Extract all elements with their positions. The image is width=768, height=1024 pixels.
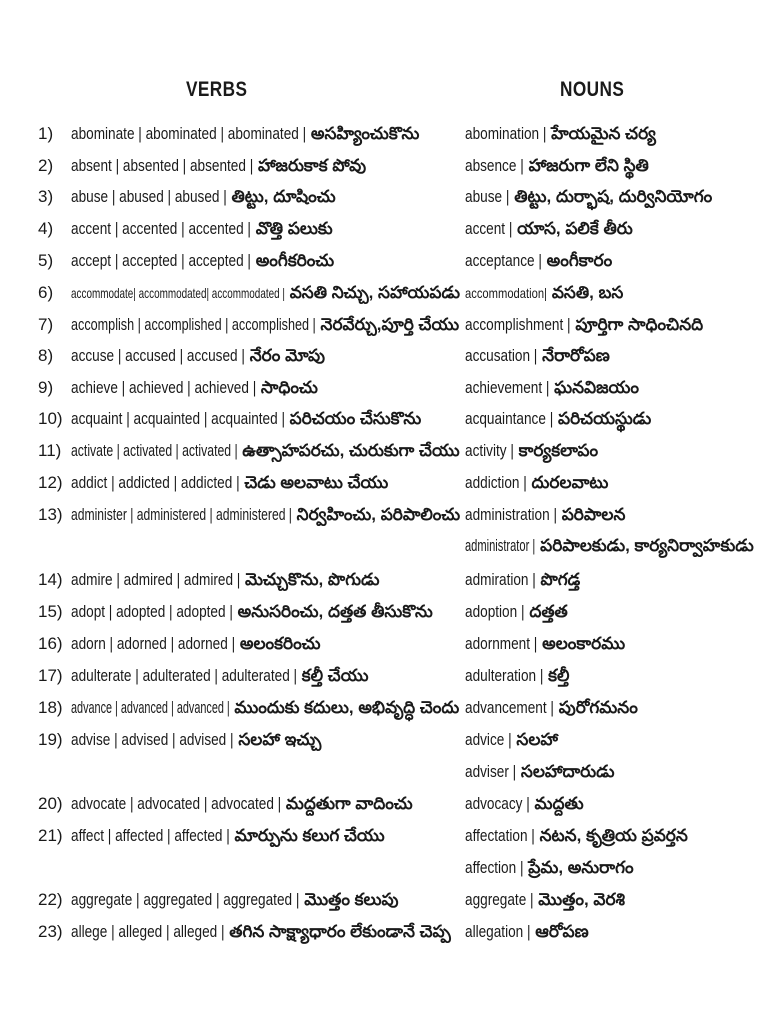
- verb-forms: allege | alleged | alleged |: [71, 922, 225, 941]
- noun-entry: [465, 724, 755, 755]
- noun-entry: [465, 692, 755, 723]
- verb-telugu-meaning: సాధించు: [260, 378, 318, 397]
- list-row: [0, 788, 768, 819]
- noun-telugu-meaning: హేయమైన చర్య: [551, 124, 656, 143]
- verb-forms: accomplish | accomplished | accomplished |: [71, 315, 316, 334]
- row-number: 8): [38, 346, 54, 365]
- verb-entry: [71, 530, 461, 561]
- verb-telugu-meaning: నిర్వహించు, పరిపాలించు: [296, 505, 461, 524]
- noun-word: acquaintance |: [465, 409, 554, 428]
- noun-telugu-meaning: పురోగమనం: [558, 698, 638, 717]
- row-number: 15): [38, 602, 63, 621]
- verb-forms: abuse | abused | abused |: [71, 187, 227, 206]
- verb-forms: accuse | accused | accused |: [71, 346, 245, 365]
- noun-telugu-meaning: కార్యకలాపం: [518, 441, 599, 460]
- noun-word: advocacy |: [465, 794, 530, 813]
- verb-telugu-meaning: నెరవేర్చు,పూర్తి చేయు: [320, 315, 460, 334]
- row-number: 4): [38, 219, 54, 238]
- noun-entry: [465, 756, 755, 787]
- noun-telugu-meaning: నటన, కృత్రియ ప్రవర్తన: [539, 826, 688, 845]
- row-number: 6): [38, 283, 54, 302]
- noun-telugu-meaning: తిట్టు, దుర్భాష, దుర్వినియోగం: [514, 187, 713, 206]
- verb-telugu-meaning: అలంకరించు: [239, 634, 321, 653]
- verb-entry: [71, 788, 461, 819]
- row-number: 19): [38, 730, 63, 749]
- list-row: [0, 181, 768, 212]
- list-row: [0, 916, 768, 947]
- verb-entry: [71, 435, 461, 466]
- noun-telugu-meaning: అలంకారము: [542, 634, 626, 653]
- verb-entry: [71, 564, 461, 595]
- row-number: 3): [38, 187, 54, 206]
- noun-telugu-meaning: వసతి, బస: [551, 283, 624, 302]
- noun-word: affection |: [465, 858, 524, 877]
- verb-telugu-meaning: తిట్టు, దూషించు: [231, 187, 336, 206]
- verb-entry: [71, 181, 461, 212]
- row-number: 20): [38, 794, 63, 813]
- noun-entry: [465, 372, 755, 403]
- list-row: [0, 499, 768, 530]
- noun-word: advice |: [465, 730, 512, 749]
- noun-word: achievement |: [465, 378, 550, 397]
- list-row: [0, 277, 768, 308]
- verb-forms: activate | activated | activated |: [71, 441, 238, 460]
- noun-entry: [465, 596, 755, 627]
- noun-entry: [465, 245, 755, 276]
- verb-forms: adulterate | adulterated | adulterated |: [71, 666, 298, 685]
- verb-forms: affect | affected | affected |: [71, 826, 230, 845]
- noun-entry: [465, 499, 755, 530]
- verb-telugu-meaning: మద్దతుగా వాదించు: [285, 794, 413, 813]
- noun-word: adviser |: [465, 762, 517, 781]
- verb-entry: [71, 372, 461, 403]
- noun-word: accomplishment |: [465, 315, 571, 334]
- list-row: [0, 213, 768, 244]
- row-number: 18): [38, 698, 63, 717]
- noun-telugu-meaning: పూర్తిగా సాధించినది: [575, 315, 704, 334]
- noun-word: adornment |: [465, 634, 538, 653]
- verb-forms: advance | advanced | advanced |: [71, 698, 230, 717]
- list-row: [0, 756, 768, 787]
- noun-entry: [465, 277, 755, 309]
- verb-telugu-meaning: మొత్తం కలుపు: [304, 890, 399, 909]
- row-number: 12): [38, 473, 63, 492]
- noun-entry: [465, 118, 755, 149]
- noun-entry: [465, 884, 755, 915]
- noun-telugu-meaning: మొత్తం, వెరశి: [538, 890, 625, 909]
- noun-entry: [465, 820, 755, 851]
- row-number: 7): [38, 315, 54, 334]
- noun-entry: [465, 403, 755, 434]
- noun-entry: [465, 309, 755, 340]
- noun-entry: [465, 150, 755, 181]
- verb-forms: aggregate | aggregated | aggregated |: [71, 890, 300, 909]
- verb-entry: [71, 692, 461, 723]
- noun-telugu-meaning: ప్రేమ, అనురాగం: [528, 858, 634, 877]
- verb-telugu-meaning: కల్తీ చేయు: [301, 666, 369, 685]
- list-row: [0, 118, 768, 149]
- list-row: [0, 435, 768, 466]
- noun-word: adulteration |: [465, 666, 544, 685]
- verbs-heading: VERBS: [186, 78, 248, 101]
- noun-entry: [465, 340, 755, 371]
- list-row: [0, 340, 768, 371]
- verb-telugu-meaning: హాజరుకాక పోవు: [257, 156, 367, 175]
- noun-entry: [465, 852, 755, 883]
- verb-entry: [71, 467, 461, 498]
- verb-telugu-meaning: సలహా ఇచ్చు: [238, 730, 322, 749]
- noun-entry: [465, 181, 755, 212]
- verb-entry: [71, 118, 461, 149]
- verb-entry: [71, 884, 461, 915]
- list-row: [0, 372, 768, 403]
- noun-word: administrator |: [465, 536, 536, 555]
- verb-forms: adorn | adorned | adorned |: [71, 634, 236, 653]
- verb-forms: admire | admired | admired |: [71, 570, 241, 589]
- list-row: [0, 150, 768, 181]
- verb-entry: [71, 852, 461, 883]
- verb-entry: [71, 499, 461, 530]
- noun-word: accusation |: [465, 346, 538, 365]
- noun-telugu-meaning: పరిపాలన: [561, 505, 626, 524]
- noun-word: advancement |: [465, 698, 554, 717]
- list-row: [0, 403, 768, 434]
- noun-telugu-meaning: పొగడ్త: [540, 570, 581, 589]
- noun-telugu-meaning: సలహా: [516, 730, 558, 749]
- verb-forms: acquaint | acquainted | acquainted |: [71, 409, 286, 428]
- noun-telugu-meaning: హాజరుగా లేని స్థితి: [528, 156, 649, 175]
- row-number: 5): [38, 251, 54, 270]
- noun-word: acceptance |: [465, 251, 542, 270]
- noun-telugu-meaning: మద్దతు: [534, 794, 584, 813]
- noun-word: abuse |: [465, 187, 510, 206]
- verb-entry: [71, 340, 461, 371]
- verb-telugu-meaning: అసహ్యించుకొను: [310, 124, 420, 143]
- noun-telugu-meaning: నేరారోపణ: [542, 346, 610, 365]
- row-number: 21): [38, 826, 63, 845]
- noun-word: adoption |: [465, 602, 525, 621]
- verb-entry: [71, 756, 461, 787]
- verb-forms: accent | accented | accented |: [71, 219, 251, 238]
- verb-forms: absent | absented | absented |: [71, 156, 254, 175]
- noun-word: accent |: [465, 219, 513, 238]
- noun-word: aggregate |: [465, 890, 534, 909]
- noun-telugu-meaning: పరిపాలకుడు, కార్యనిర్వాహకుడు: [540, 536, 754, 555]
- list-row: [0, 467, 768, 498]
- verb-entry: [71, 724, 461, 755]
- row-number: 11): [38, 441, 62, 460]
- verb-telugu-meaning: వొత్తి పలుకు: [255, 219, 333, 238]
- noun-entry: [465, 213, 755, 244]
- verb-forms: abominate | abominated | abominated |: [71, 124, 307, 143]
- noun-telugu-meaning: అంగీకారం: [546, 251, 613, 270]
- noun-telugu-meaning: పరిచయస్థుడు: [558, 409, 652, 428]
- verb-entry: [71, 596, 461, 627]
- verb-forms: advocate | advocated | advocated |: [71, 794, 282, 813]
- noun-entry: [465, 628, 755, 659]
- row-number: 1): [38, 124, 54, 143]
- list-row: [0, 852, 768, 883]
- noun-telugu-meaning: యాస, పలికే తీరు: [517, 219, 633, 238]
- list-row: [0, 596, 768, 627]
- verb-entry: [71, 403, 461, 434]
- verb-telugu-meaning: అంగీకరించు: [255, 251, 335, 270]
- verb-entry: [71, 628, 461, 659]
- list-row: [0, 564, 768, 595]
- verb-forms: accept | accepted | accepted |: [71, 251, 251, 270]
- row-number: 10): [38, 409, 63, 428]
- noun-telugu-meaning: దత్తత: [529, 602, 568, 621]
- row-number: 16): [38, 634, 63, 653]
- noun-word: abomination |: [465, 124, 547, 143]
- verb-telugu-meaning: ముందుకు కదులు, అభివృద్ధి చెందు: [234, 698, 460, 717]
- row-number: 14): [38, 570, 63, 589]
- list-row: [0, 660, 768, 691]
- list-row: [0, 245, 768, 276]
- row-number: 2): [38, 156, 54, 175]
- list-row: [0, 692, 768, 723]
- verb-telugu-meaning: పరిచయం చేసుకొను: [289, 409, 422, 428]
- verb-telugu-meaning: మార్పును కలుగ చేయు: [234, 826, 385, 845]
- verb-forms: achieve | achieved | achieved |: [71, 378, 257, 397]
- verb-telugu-meaning: చెడు అలవాటు చేయు: [244, 473, 389, 492]
- verb-entry: [71, 660, 461, 691]
- verb-entry: [71, 916, 461, 947]
- list-row: [0, 309, 768, 340]
- noun-telugu-meaning: సలహాదారుడు: [520, 762, 615, 781]
- noun-word: administration |: [465, 505, 557, 524]
- noun-word: activity |: [465, 441, 514, 460]
- noun-telugu-meaning: ఘనవిజయం: [554, 378, 639, 397]
- verb-telugu-meaning: అనుసరించు, దత్తత తీసుకొను: [237, 602, 433, 621]
- noun-word: accommodation|: [465, 285, 547, 301]
- noun-entry: [465, 564, 755, 595]
- noun-telugu-meaning: దురలవాటు: [531, 473, 609, 492]
- row-number: 13): [38, 505, 63, 524]
- row-number: 23): [38, 922, 63, 941]
- verb-telugu-meaning: నేరం మోపు: [249, 346, 325, 365]
- noun-entry: [465, 788, 755, 819]
- verb-entry: [71, 245, 461, 276]
- verb-forms: advise | advised | advised |: [71, 730, 234, 749]
- list-row: [0, 724, 768, 755]
- row-number: 22): [38, 890, 63, 909]
- noun-entry: [465, 435, 755, 466]
- list-row: [0, 820, 768, 851]
- nouns-heading: NOUNS: [560, 78, 625, 101]
- noun-entry: [465, 467, 755, 498]
- noun-word: addiction |: [465, 473, 527, 492]
- noun-entry: [465, 530, 755, 561]
- noun-word: affectation |: [465, 826, 535, 845]
- verb-telugu-meaning: వసతి నిచ్చు, సహాయపడు: [289, 283, 460, 302]
- verb-entry: [71, 309, 461, 340]
- list-row: [0, 530, 768, 561]
- noun-telugu-meaning: ఆరోపణ: [535, 922, 589, 941]
- list-row: [0, 884, 768, 915]
- noun-word: absence |: [465, 156, 524, 175]
- verb-telugu-meaning: తగిన సాక్ష్యాధారం లేకుండానే చెప్ప: [229, 922, 451, 941]
- verb-entry: [71, 820, 461, 851]
- verb-entry: [71, 150, 461, 181]
- list-row: [0, 628, 768, 659]
- noun-telugu-meaning: కల్తీ: [548, 666, 570, 685]
- verb-entry: [71, 213, 461, 244]
- verb-telugu-meaning: ఉత్సాహపరచు, చురుకుగా చేయు: [242, 441, 460, 460]
- noun-entry: [465, 660, 755, 691]
- verb-entry: [71, 277, 461, 309]
- verb-forms: administer | administered | administered |: [71, 505, 292, 524]
- verb-telugu-meaning: మెచ్చుకొను, పొగుడు: [245, 570, 380, 589]
- noun-word: allegation |: [465, 922, 531, 941]
- noun-entry: [465, 916, 755, 947]
- verb-forms: accommodate| accommodated| accommodated |: [71, 285, 285, 301]
- row-number: 9): [38, 378, 54, 397]
- verb-forms: addict | addicted | addicted |: [71, 473, 240, 492]
- noun-word: admiration |: [465, 570, 536, 589]
- row-number: 17): [38, 666, 63, 685]
- verb-forms: adopt | adopted | adopted |: [71, 602, 233, 621]
